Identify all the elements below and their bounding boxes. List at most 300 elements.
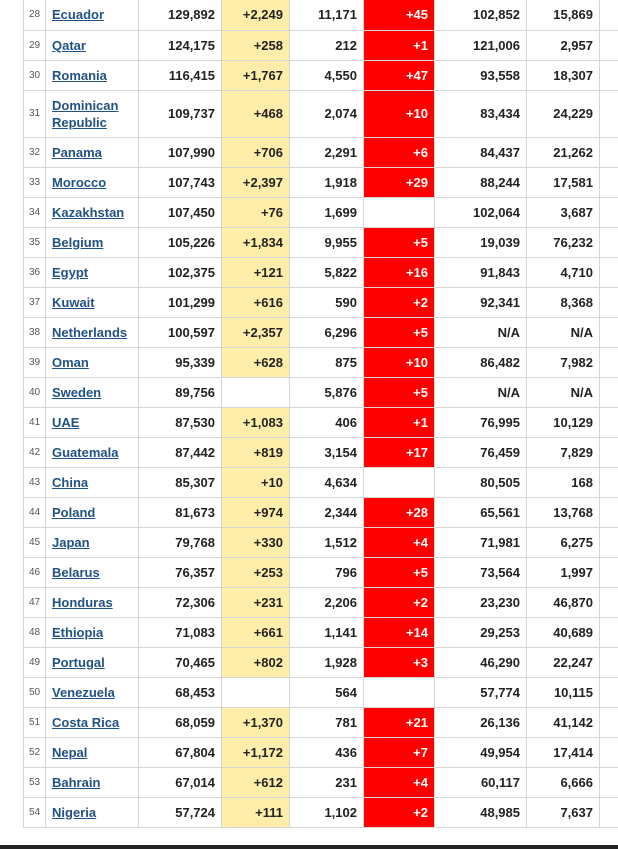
table-row (24, 347, 618, 377)
total-recovered-cell: 46,290 (435, 647, 527, 677)
overflow-cell (600, 497, 618, 527)
rank-cell: 54 (24, 797, 46, 827)
active-cases-cell: N/A (527, 317, 600, 347)
new-cases-cell: +612 (222, 767, 290, 797)
rank-cell: 47 (24, 587, 46, 617)
new-deaths-cell: +10 (364, 90, 435, 137)
overflow-cell (600, 90, 618, 137)
total-recovered-cell: 71,981 (435, 527, 527, 557)
country-cell (46, 527, 139, 557)
new-cases-cell: +1,083 (222, 407, 290, 437)
new-cases-cell: +10 (222, 467, 290, 497)
total-deaths-cell: 6,296 (290, 317, 364, 347)
country-link[interactable]: Morocco (52, 174, 107, 190)
table-row (24, 227, 618, 257)
table-row (24, 707, 618, 737)
new-cases-cell: +1,172 (222, 737, 290, 767)
new-deaths-cell: +10 (364, 347, 435, 377)
country-cell (46, 797, 139, 827)
overflow-cell (600, 437, 618, 467)
new-cases-cell: +819 (222, 437, 290, 467)
table-row (24, 60, 618, 90)
total-deaths-cell: 3,154 (290, 437, 364, 467)
table-row (24, 257, 618, 287)
country-link[interactable]: Panama (52, 144, 102, 160)
overflow-cell (600, 257, 618, 287)
total-deaths-cell: 2,291 (290, 137, 364, 167)
new-deaths-cell: +47 (364, 60, 435, 90)
country-link[interactable]: Oman (52, 354, 89, 370)
total-deaths-cell: 4,550 (290, 60, 364, 90)
table-row (24, 647, 618, 677)
active-cases-cell: 7,982 (527, 347, 600, 377)
total-cases-cell: 107,990 (139, 137, 222, 167)
active-cases-cell: 41,142 (527, 707, 600, 737)
total-recovered-cell: 91,843 (435, 257, 527, 287)
country-cell (46, 587, 139, 617)
country-link[interactable]: Romania (52, 67, 107, 83)
country-cell (46, 90, 139, 137)
country-cell (46, 377, 139, 407)
table-row (24, 197, 618, 227)
total-recovered-cell: 92,341 (435, 287, 527, 317)
new-deaths-cell: +45 (364, 0, 435, 30)
new-deaths-cell (364, 197, 435, 227)
new-cases-cell: +2,397 (222, 167, 290, 197)
overflow-cell (600, 407, 618, 437)
new-deaths-cell: +4 (364, 527, 435, 557)
table-row (24, 737, 618, 767)
active-cases-cell: 76,232 (527, 227, 600, 257)
active-cases-cell: 40,689 (527, 617, 600, 647)
new-deaths-cell: +1 (364, 407, 435, 437)
total-cases-cell: 109,737 (139, 90, 222, 137)
overflow-cell (600, 197, 618, 227)
total-cases-cell: 89,756 (139, 377, 222, 407)
overflow-cell (600, 767, 618, 797)
active-cases-cell: 7,637 (527, 797, 600, 827)
total-deaths-cell: 590 (290, 287, 364, 317)
country-cell (46, 677, 139, 707)
total-cases-cell: 87,530 (139, 407, 222, 437)
total-cases-cell: 105,226 (139, 227, 222, 257)
new-cases-cell (222, 377, 290, 407)
rank-cell: 45 (24, 527, 46, 557)
overflow-cell (600, 647, 618, 677)
total-recovered-cell: N/A (435, 317, 527, 347)
total-deaths-cell: 564 (290, 677, 364, 707)
bottom-scroll-edge (0, 845, 618, 849)
total-deaths-cell: 1,141 (290, 617, 364, 647)
table-row (24, 797, 618, 827)
table-row (24, 677, 618, 707)
total-cases-cell: 107,743 (139, 167, 222, 197)
country-link[interactable]: Sweden (52, 384, 102, 400)
total-deaths-cell: 781 (290, 707, 364, 737)
total-cases-cell: 85,307 (139, 467, 222, 497)
new-deaths-cell: +29 (364, 167, 435, 197)
total-recovered-cell: 88,244 (435, 167, 527, 197)
total-recovered-cell: N/A (435, 377, 527, 407)
total-recovered-cell: 102,064 (435, 197, 527, 227)
new-cases-cell: +628 (222, 347, 290, 377)
overflow-cell (600, 707, 618, 737)
active-cases-cell: 17,414 (527, 737, 600, 767)
country-cell (46, 467, 139, 497)
table-row (24, 287, 618, 317)
new-cases-cell: +468 (222, 90, 290, 137)
overflow-cell (600, 0, 618, 30)
new-cases-cell: +111 (222, 797, 290, 827)
table-row (24, 527, 618, 557)
rank-cell: 42 (24, 437, 46, 467)
country-cell (46, 497, 139, 527)
active-cases-cell: 10,115 (527, 677, 600, 707)
active-cases-cell: 10,129 (527, 407, 600, 437)
total-cases-cell: 87,442 (139, 437, 222, 467)
total-recovered-cell: 84,437 (435, 137, 527, 167)
rank-cell: 31 (24, 90, 46, 137)
country-cell (46, 30, 139, 60)
rank-cell: 29 (24, 30, 46, 60)
countries-table-container (23, 0, 618, 828)
total-deaths-cell: 5,876 (290, 377, 364, 407)
new-cases-cell: +802 (222, 647, 290, 677)
new-deaths-cell: +5 (364, 557, 435, 587)
country-cell (46, 767, 139, 797)
new-deaths-cell: +1 (364, 30, 435, 60)
country-cell (46, 557, 139, 587)
total-cases-cell: 76,357 (139, 557, 222, 587)
table-row (24, 377, 618, 407)
new-deaths-cell: +6 (364, 137, 435, 167)
overflow-cell (600, 137, 618, 167)
total-recovered-cell: 93,558 (435, 60, 527, 90)
new-deaths-cell: +4 (364, 767, 435, 797)
total-deaths-cell: 1,928 (290, 647, 364, 677)
country-cell (46, 137, 139, 167)
table-row (24, 587, 618, 617)
total-cases-cell: 95,339 (139, 347, 222, 377)
total-cases-cell: 116,415 (139, 60, 222, 90)
active-cases-cell: 21,262 (527, 137, 600, 167)
rank-cell: 44 (24, 497, 46, 527)
total-deaths-cell: 212 (290, 30, 364, 60)
new-deaths-cell: +17 (364, 437, 435, 467)
table-row (24, 167, 618, 197)
new-cases-cell: +231 (222, 587, 290, 617)
country-link[interactable]: Ecuador (52, 7, 105, 23)
total-cases-cell: 129,892 (139, 0, 222, 30)
active-cases-cell: N/A (527, 377, 600, 407)
total-recovered-cell: 49,954 (435, 737, 527, 767)
overflow-cell (600, 60, 618, 90)
rank-cell: 48 (24, 617, 46, 647)
table-row (24, 767, 618, 797)
overflow-cell (600, 347, 618, 377)
total-cases-cell: 107,450 (139, 197, 222, 227)
total-deaths-cell: 2,344 (290, 497, 364, 527)
country-link[interactable]: Bahrain (52, 774, 101, 790)
new-deaths-cell: +16 (364, 257, 435, 287)
total-recovered-cell: 48,985 (435, 797, 527, 827)
overflow-cell (600, 30, 618, 60)
rank-cell: 43 (24, 467, 46, 497)
new-cases-cell: +974 (222, 497, 290, 527)
country-cell (46, 707, 139, 737)
rank-cell: 38 (24, 317, 46, 347)
total-cases-cell: 67,014 (139, 767, 222, 797)
rank-cell: 50 (24, 677, 46, 707)
total-cases-cell: 79,768 (139, 527, 222, 557)
active-cases-cell: 6,275 (527, 527, 600, 557)
total-deaths-cell: 5,822 (290, 257, 364, 287)
active-cases-cell: 6,666 (527, 767, 600, 797)
total-deaths-cell: 436 (290, 737, 364, 767)
new-deaths-cell: +7 (364, 737, 435, 767)
total-cases-cell: 67,804 (139, 737, 222, 767)
active-cases-cell: 15,869 (527, 0, 600, 30)
active-cases-cell: 2,957 (527, 30, 600, 60)
total-deaths-cell: 875 (290, 347, 364, 377)
table-row (24, 617, 618, 647)
active-cases-cell: 4,710 (527, 257, 600, 287)
overflow-cell (600, 527, 618, 557)
country-cell (46, 647, 139, 677)
active-cases-cell: 18,307 (527, 60, 600, 90)
country-link[interactable]: Ethiopia (52, 624, 104, 640)
country-link[interactable]: Egypt (52, 264, 89, 280)
rank-cell: 39 (24, 347, 46, 377)
total-recovered-cell: 23,230 (435, 587, 527, 617)
country-cell (46, 347, 139, 377)
new-deaths-cell: +5 (364, 377, 435, 407)
active-cases-cell: 7,829 (527, 437, 600, 467)
active-cases-cell: 3,687 (527, 197, 600, 227)
overflow-cell (600, 557, 618, 587)
overflow-cell (600, 167, 618, 197)
new-cases-cell: +121 (222, 257, 290, 287)
new-deaths-cell: +3 (364, 647, 435, 677)
total-recovered-cell: 29,253 (435, 617, 527, 647)
country-cell (46, 317, 139, 347)
total-recovered-cell: 121,006 (435, 30, 527, 60)
total-deaths-cell: 2,206 (290, 587, 364, 617)
table-row (24, 30, 618, 60)
total-recovered-cell: 83,434 (435, 90, 527, 137)
new-cases-cell: +2,357 (222, 317, 290, 347)
overflow-cell (600, 677, 618, 707)
total-recovered-cell: 26,136 (435, 707, 527, 737)
country-cell (46, 617, 139, 647)
rank-cell: 53 (24, 767, 46, 797)
table-row (24, 557, 618, 587)
new-cases-cell: +616 (222, 287, 290, 317)
new-deaths-cell: +5 (364, 227, 435, 257)
country-link[interactable]: Japan (52, 534, 90, 550)
country-link[interactable]: Portugal (52, 654, 105, 670)
overflow-cell (600, 797, 618, 827)
overflow-cell (600, 587, 618, 617)
rank-cell: 32 (24, 137, 46, 167)
country-link[interactable]: Dominican Republic (52, 97, 119, 130)
country-link[interactable]: UAE (52, 414, 80, 430)
active-cases-cell: 168 (527, 467, 600, 497)
active-cases-cell: 17,581 (527, 167, 600, 197)
total-deaths-cell: 231 (290, 767, 364, 797)
country-link[interactable]: Belarus (52, 564, 100, 580)
total-recovered-cell: 57,774 (435, 677, 527, 707)
rank-cell: 34 (24, 197, 46, 227)
rank-cell: 52 (24, 737, 46, 767)
country-cell (46, 287, 139, 317)
total-deaths-cell: 406 (290, 407, 364, 437)
active-cases-cell: 24,229 (527, 90, 600, 137)
total-recovered-cell: 73,564 (435, 557, 527, 587)
country-link[interactable]: Guatemala (52, 444, 119, 460)
country-link[interactable]: Poland (52, 504, 96, 520)
active-cases-cell: 46,870 (527, 587, 600, 617)
country-link[interactable]: Qatar (52, 37, 86, 53)
total-deaths-cell: 1,918 (290, 167, 364, 197)
new-cases-cell: +76 (222, 197, 290, 227)
new-deaths-cell: +28 (364, 497, 435, 527)
country-cell (46, 167, 139, 197)
rank-cell: 37 (24, 287, 46, 317)
table-row (24, 497, 618, 527)
new-cases-cell: +2,249 (222, 0, 290, 30)
total-cases-cell: 68,059 (139, 707, 222, 737)
total-recovered-cell: 80,505 (435, 467, 527, 497)
country-cell (46, 0, 139, 30)
country-link[interactable]: Costa Rica (52, 714, 120, 730)
countries-table (23, 0, 618, 828)
total-cases-cell: 124,175 (139, 30, 222, 60)
total-cases-cell: 81,673 (139, 497, 222, 527)
table-row (24, 317, 618, 347)
overflow-cell (600, 287, 618, 317)
table-row (24, 0, 618, 30)
rank-cell: 41 (24, 407, 46, 437)
rank-cell: 30 (24, 60, 46, 90)
new-deaths-cell: +14 (364, 617, 435, 647)
total-deaths-cell: 11,171 (290, 0, 364, 30)
rank-cell: 40 (24, 377, 46, 407)
country-link[interactable]: China (52, 474, 89, 490)
new-deaths-cell: +2 (364, 797, 435, 827)
active-cases-cell: 22,247 (527, 647, 600, 677)
total-cases-cell: 72,306 (139, 587, 222, 617)
rank-cell: 28 (24, 0, 46, 30)
new-deaths-cell: +21 (364, 707, 435, 737)
new-deaths-cell (364, 467, 435, 497)
total-cases-cell: 57,724 (139, 797, 222, 827)
table-body (24, 0, 618, 827)
new-cases-cell: +1,370 (222, 707, 290, 737)
new-cases-cell: +1,834 (222, 227, 290, 257)
rank-cell: 35 (24, 227, 46, 257)
new-deaths-cell: +2 (364, 587, 435, 617)
country-cell (46, 60, 139, 90)
country-link[interactable]: Kuwait (52, 294, 95, 310)
total-recovered-cell: 102,852 (435, 0, 527, 30)
total-deaths-cell: 2,074 (290, 90, 364, 137)
overflow-cell (600, 227, 618, 257)
total-deaths-cell: 796 (290, 557, 364, 587)
new-cases-cell: +258 (222, 30, 290, 60)
total-deaths-cell: 1,512 (290, 527, 364, 557)
country-link[interactable]: Nepal (52, 744, 88, 760)
overflow-cell (600, 737, 618, 767)
table-row (24, 467, 618, 497)
total-deaths-cell: 4,634 (290, 467, 364, 497)
active-cases-cell: 13,768 (527, 497, 600, 527)
country-link[interactable]: Kazakhstan (52, 204, 125, 220)
rank-cell: 46 (24, 557, 46, 587)
total-cases-cell: 70,465 (139, 647, 222, 677)
country-link[interactable]: Venezuela (52, 684, 115, 700)
country-cell (46, 407, 139, 437)
country-link[interactable]: Honduras (52, 594, 113, 610)
active-cases-cell: 8,368 (527, 287, 600, 317)
total-cases-cell: 71,083 (139, 617, 222, 647)
total-cases-cell: 101,299 (139, 287, 222, 317)
country-cell (46, 257, 139, 287)
new-deaths-cell: +5 (364, 317, 435, 347)
table-row (24, 437, 618, 467)
rank-cell: 36 (24, 257, 46, 287)
total-recovered-cell: 19,039 (435, 227, 527, 257)
overflow-cell (600, 377, 618, 407)
overflow-cell (600, 617, 618, 647)
country-link[interactable]: Belgium (52, 234, 104, 250)
country-cell (46, 227, 139, 257)
rank-cell: 49 (24, 647, 46, 677)
total-deaths-cell: 1,102 (290, 797, 364, 827)
total-cases-cell: 102,375 (139, 257, 222, 287)
new-cases-cell: +330 (222, 527, 290, 557)
rank-cell: 33 (24, 167, 46, 197)
overflow-cell (600, 467, 618, 497)
country-cell (46, 197, 139, 227)
active-cases-cell: 1,997 (527, 557, 600, 587)
rank-cell: 51 (24, 707, 46, 737)
new-cases-cell (222, 677, 290, 707)
country-link[interactable]: Nigeria (52, 804, 97, 820)
country-cell (46, 737, 139, 767)
total-recovered-cell: 76,459 (435, 437, 527, 467)
overflow-cell (600, 317, 618, 347)
new-deaths-cell (364, 677, 435, 707)
total-deaths-cell: 1,699 (290, 197, 364, 227)
country-cell (46, 437, 139, 467)
new-deaths-cell: +2 (364, 287, 435, 317)
new-cases-cell: +706 (222, 137, 290, 167)
total-cases-cell: 100,597 (139, 317, 222, 347)
table-row (24, 90, 618, 137)
new-cases-cell: +253 (222, 557, 290, 587)
table-row (24, 407, 618, 437)
country-link[interactable]: Netherlands (52, 324, 128, 340)
new-cases-cell: +1,767 (222, 60, 290, 90)
total-recovered-cell: 86,482 (435, 347, 527, 377)
total-recovered-cell: 65,561 (435, 497, 527, 527)
total-deaths-cell: 9,955 (290, 227, 364, 257)
total-cases-cell: 68,453 (139, 677, 222, 707)
table-row (24, 137, 618, 167)
total-recovered-cell: 60,117 (435, 767, 527, 797)
new-cases-cell: +661 (222, 617, 290, 647)
